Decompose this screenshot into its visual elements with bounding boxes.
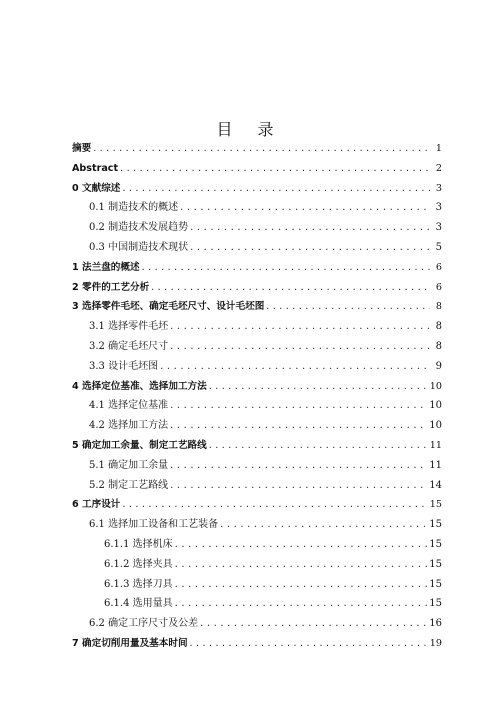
toc-entry-label: 4 选择定位基准、选择加工方法 bbox=[72, 380, 207, 392]
toc-entry-label: 4.1 选择定位基准 bbox=[89, 400, 169, 412]
toc-entry-page-number: 16 bbox=[429, 618, 442, 630]
toc-entry-page-number: 14 bbox=[429, 479, 442, 491]
toc-dot-leader bbox=[170, 476, 427, 496]
toc-dot-leader bbox=[266, 297, 430, 317]
toc-dot-leader bbox=[151, 278, 430, 298]
toc-entry[interactable] bbox=[72, 159, 442, 179]
toc-entry-label: 5.2 制定工艺路线 bbox=[89, 479, 169, 491]
toc-dot-leader bbox=[170, 416, 427, 436]
toc-entry-page-number: 8 bbox=[435, 340, 442, 352]
toc-dot-leader bbox=[220, 515, 427, 535]
toc-dot-leader bbox=[175, 535, 428, 555]
toc-entry-label: 2 零件的工艺分析 bbox=[72, 281, 150, 293]
toc-entry-page-number: 6 bbox=[435, 261, 442, 273]
toc-dot-leader bbox=[175, 594, 428, 614]
toc-entry[interactable] bbox=[72, 337, 442, 357]
toc-entry-page-number: 9 bbox=[435, 360, 442, 372]
toc-entry[interactable] bbox=[72, 456, 442, 476]
toc-dot-leader bbox=[120, 159, 430, 179]
toc-entry[interactable] bbox=[72, 139, 442, 159]
toc-dot-leader bbox=[170, 456, 427, 476]
toc-entry-page-number: 15 bbox=[429, 499, 442, 511]
toc-entry-label: 7 确定切削用量及基本时间 bbox=[72, 637, 188, 649]
toc-entry[interactable] bbox=[72, 396, 442, 416]
toc-entry-page-number: 10 bbox=[429, 380, 442, 392]
toc-entry[interactable] bbox=[72, 515, 442, 535]
toc-dot-leader bbox=[209, 436, 428, 456]
toc-dot-leader bbox=[170, 337, 430, 357]
toc-entry-page-number: 19 bbox=[429, 637, 442, 649]
toc-dot-leader bbox=[93, 139, 430, 159]
toc-dot-leader bbox=[175, 555, 428, 575]
toc-entry-label: 0.1 制造技术的概述 bbox=[89, 202, 179, 214]
toc-dot-leader bbox=[209, 377, 428, 397]
toc-entry-page-number: 15 bbox=[429, 558, 442, 570]
toc-entry-page-number: 11 bbox=[429, 439, 442, 451]
toc-entry[interactable] bbox=[72, 179, 442, 199]
toc-entry-label: 6.1.3 选择刀具 bbox=[104, 578, 173, 590]
toc-entry-page-number: 15 bbox=[429, 519, 442, 531]
toc-entry[interactable] bbox=[72, 357, 442, 377]
toc-dot-leader bbox=[190, 218, 430, 238]
toc-entry-page-number: 11 bbox=[429, 459, 442, 471]
toc-entry-page-number: 15 bbox=[429, 538, 442, 550]
toc-entry-page-number: 10 bbox=[429, 420, 442, 432]
toc-entry[interactable] bbox=[72, 476, 442, 496]
toc-entry[interactable] bbox=[72, 198, 442, 218]
toc-entry-label: 摘要 bbox=[72, 143, 92, 154]
toc-entry-page-number: 15 bbox=[429, 598, 442, 610]
toc-entry-label: 1 法兰盘的概述 bbox=[72, 261, 140, 273]
toc-entry[interactable] bbox=[72, 555, 442, 575]
toc-dot-leader bbox=[142, 258, 430, 278]
toc-entry[interactable] bbox=[72, 278, 442, 298]
toc-entry-label: 6.1.2 选择夹具 bbox=[104, 558, 173, 570]
toc-dot-leader bbox=[122, 179, 430, 199]
toc-dot-leader bbox=[170, 396, 427, 416]
toc-entry[interactable] bbox=[72, 495, 442, 515]
toc-entry-label: 6.1 选择加工设备和工艺装备 bbox=[89, 519, 219, 531]
toc-entry[interactable] bbox=[72, 317, 442, 337]
toc-entry-label: 6.1.4 选用量具 bbox=[104, 598, 173, 610]
toc-dot-leader bbox=[180, 198, 430, 218]
toc-entry-label: 3.1 选择零件毛坯 bbox=[89, 321, 169, 333]
toc-entry-label: 0.3 中国制造技术现状 bbox=[89, 241, 189, 253]
toc-entry-page-number: 1 bbox=[435, 143, 442, 154]
toc-entry-page-number: 3 bbox=[435, 202, 442, 214]
toc-entry[interactable] bbox=[72, 218, 442, 238]
toc-entry-label: Abstract bbox=[72, 162, 119, 174]
toc-entry-page-number: 5 bbox=[435, 241, 442, 253]
toc-entry-label: 0 文献综述 bbox=[72, 182, 121, 194]
toc-entry-page-number: 8 bbox=[435, 301, 442, 313]
toc-dot-leader bbox=[175, 575, 428, 595]
toc-entry[interactable] bbox=[72, 258, 442, 278]
toc-dot-leader bbox=[160, 357, 430, 377]
toc-entry-label: 3 选择零件毛坯、确定毛坯尺寸、设计毛坯图 bbox=[72, 301, 265, 313]
toc-entry-page-number: 6 bbox=[435, 281, 442, 293]
toc-dot-leader bbox=[200, 614, 427, 634]
toc-entry-page-number: 2 bbox=[435, 162, 442, 174]
toc-entry-page-number: 3 bbox=[435, 222, 442, 234]
toc-entry-label: 5 确定加工余量、制定工艺路线 bbox=[72, 439, 207, 451]
toc-title: 目 录 bbox=[216, 120, 284, 139]
toc-entry-label: 6.2 确定工序尺寸及公差 bbox=[89, 618, 199, 630]
toc-entry[interactable] bbox=[72, 594, 442, 614]
toc-dot-leader bbox=[190, 238, 430, 258]
toc-entry[interactable] bbox=[72, 436, 442, 456]
toc-entry[interactable] bbox=[72, 377, 442, 397]
toc-dot-leader bbox=[190, 634, 428, 654]
toc-entry-label: 6.1.1 选择机床 bbox=[104, 538, 173, 550]
toc-entry[interactable] bbox=[72, 297, 442, 317]
toc-entry-page-number: 3 bbox=[435, 182, 442, 194]
toc-entry-label: 3.2 确定毛坯尺寸 bbox=[89, 340, 169, 352]
toc-dot-leader bbox=[122, 495, 427, 515]
table-of-contents bbox=[72, 139, 442, 654]
toc-entry-label: 3.3 设计毛坯图 bbox=[89, 360, 159, 372]
toc-entry-label: 4.2 选择加工方法 bbox=[89, 420, 169, 432]
toc-entry[interactable] bbox=[72, 575, 442, 595]
toc-entry[interactable] bbox=[72, 238, 442, 258]
toc-entry-page-number: 8 bbox=[435, 321, 442, 333]
toc-entry-page-number: 15 bbox=[429, 578, 442, 590]
toc-entry-page-number: 10 bbox=[429, 400, 442, 412]
toc-entry-label: 6 工序设计 bbox=[72, 499, 121, 511]
toc-entry-label: 5.1 确定加工余量 bbox=[89, 459, 169, 471]
toc-entry-label: 0.2 制造技术发展趋势 bbox=[89, 222, 189, 234]
toc-entry[interactable] bbox=[72, 416, 442, 436]
toc-entry[interactable] bbox=[72, 614, 442, 634]
toc-dot-leader bbox=[170, 317, 430, 337]
toc-entry[interactable] bbox=[72, 535, 442, 555]
toc-entry[interactable] bbox=[72, 634, 442, 654]
